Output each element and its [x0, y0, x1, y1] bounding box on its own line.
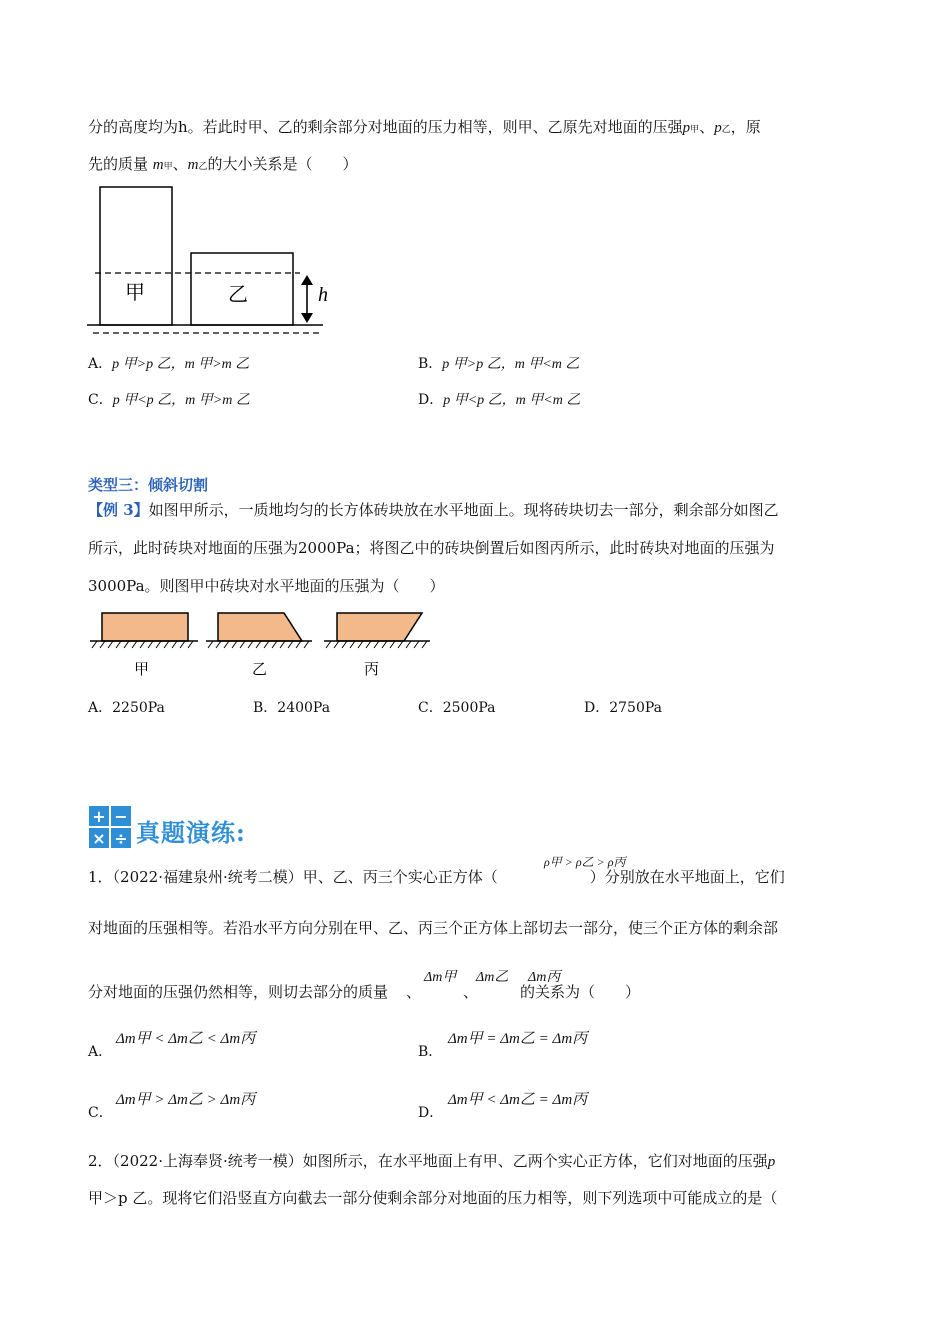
type3-line1: 【例 3】如图甲所示，一质地均匀的长方体砖块放在水平地面上。现将砖块切去一部分，剩余部分如图乙	[88, 501, 779, 519]
q-prev-option-d[interactable]: D．p 甲<p 乙，m 甲<m 乙	[418, 392, 581, 408]
divide-symbol: ÷	[114, 829, 128, 848]
type3-line2: 所示，此时砖块对地面的压强为2000Pa；将图乙中的砖块倒置后如图丙所示，此时砖块对地面的压强为	[88, 539, 775, 557]
q-prev-line1: 分的高度均为h。若此时甲、乙的剩余部分对地面的压力相等，则甲、乙原先对地面的压强p甲、p乙，原	[88, 118, 761, 136]
q1-option-b-letter[interactable]: B．	[418, 1044, 443, 1060]
hatch-yi	[208, 641, 309, 648]
q1-option-b-formula[interactable]: Δm甲 = Δm乙 = Δm丙	[448, 1031, 588, 1047]
bricks-figure	[88, 608, 438, 686]
q1-line2: 对地面的压强相等。若沿水平方向分别在甲、乙、丙三个正方体上部切去一部分，使三个正方体的剩余部	[88, 919, 779, 937]
hatch-bing	[326, 641, 427, 648]
hatch-jia	[92, 641, 193, 648]
brick-label-yi: 乙	[252, 660, 268, 678]
section-title: 真题演练:	[136, 818, 246, 847]
times-symbol: ×	[92, 829, 106, 848]
type3-option-a[interactable]: A．2250Pa	[88, 700, 165, 716]
q1-option-d-formula[interactable]: Δm甲 < Δm乙 = Δm丙	[448, 1092, 588, 1108]
brick-jia	[102, 613, 188, 641]
q1-line3: 分对地面的压强仍然相等，则切去部分的质量 、 、 的关系为（ ）	[88, 983, 641, 1001]
brick-label-bing: 丙	[364, 660, 380, 678]
q2-line2: 甲＞p 乙。现将它们沿竖直方向截去一部分使剩余部分对地面的压力相等，则下列选项中可能成立的是（	[88, 1189, 778, 1207]
q1-option-c-formula[interactable]: Δm甲 > Δm乙 > Δm丙	[116, 1092, 256, 1108]
example-tag: 【例 3】	[88, 501, 149, 519]
brick-bing	[337, 613, 422, 641]
fig-label-yi: 乙	[228, 282, 248, 306]
brick-yi	[218, 613, 302, 641]
block-jia	[100, 187, 172, 325]
type3-option-b[interactable]: B．2400Pa	[253, 700, 331, 716]
type3-heading: 类型三：倾斜切割	[88, 476, 209, 494]
h-arrow-top	[301, 275, 313, 285]
dm-bing: Δm丙	[528, 970, 561, 985]
q1-option-c-letter[interactable]: C．	[88, 1105, 113, 1121]
brick-label-jia: 甲	[134, 660, 150, 678]
minus-symbol: −	[114, 807, 128, 826]
fig-label-jia: 甲	[125, 280, 145, 304]
type3-option-d[interactable]: D．2750Pa	[584, 700, 663, 716]
two-blocks-figure	[85, 183, 345, 343]
type3-line3: 3000Pa。则图甲中砖块对水平地面的压强为（ ）	[88, 577, 445, 595]
q-prev-line2: 先的质量 m甲、m乙的大小关系是（ ）	[88, 155, 358, 173]
density-formula: ρ甲 > ρ乙 > ρ丙	[544, 855, 626, 869]
plus-symbol: +	[92, 807, 106, 826]
calculator-icon	[88, 805, 132, 849]
q-prev-option-c[interactable]: C．p 甲<p 乙，m 甲>m 乙	[88, 392, 250, 408]
h-arrow-bottom	[301, 313, 313, 323]
q2-line1: 2．（2022·上海奉贤·统考一模）如图所示，在水平地面上有甲、乙两个实心正方体，它们对地面的压强p	[88, 1152, 776, 1170]
q-prev-option-b[interactable]: B．p 甲>p 乙，m 甲<m 乙	[418, 356, 580, 372]
q1-option-a-formula[interactable]: Δm甲 < Δm乙 < Δm丙	[116, 1031, 256, 1047]
q-prev-option-a[interactable]: A．p 甲>p 乙，m 甲>m 乙	[88, 356, 250, 372]
dm-jia: Δm甲	[424, 970, 457, 985]
fig-label-h: h	[318, 284, 328, 306]
dm-yi: Δm乙	[476, 970, 509, 985]
type3-option-c[interactable]: C．2500Pa	[418, 700, 496, 716]
q1-option-d-letter[interactable]: D．	[418, 1105, 444, 1121]
q1-line1: 1．（2022·福建泉州·统考二模）甲、乙、丙三个实心正方体（ ）分别放在水平地面上，它们	[88, 868, 785, 886]
q1-option-a-letter[interactable]: A．	[88, 1044, 113, 1060]
